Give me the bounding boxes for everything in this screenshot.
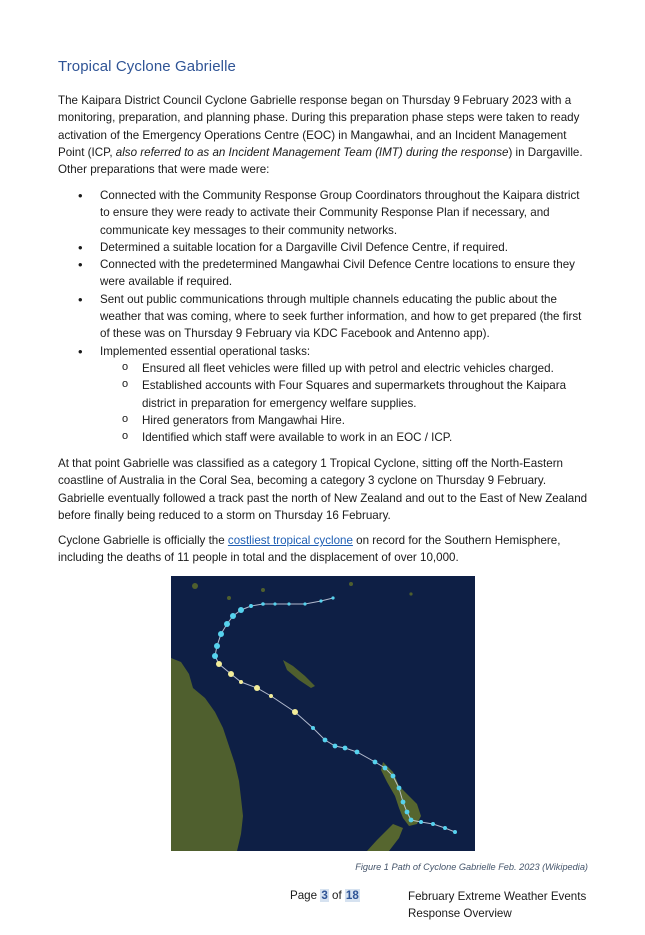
list-item-label: Implemented essential operational tasks: <box>100 344 311 358</box>
intro-text-italic: also referred to as an Incident Management Team (IMT) during the response <box>115 145 509 159</box>
sub-list-item: o Established accounts with Four Squares and supermarkets throughout the Kaipara district in preparation for emergency welfare supplies. <box>100 377 590 412</box>
track-point <box>254 685 260 691</box>
map-land-island <box>227 596 231 600</box>
sub-list-item: o Identified which staff were available to work in an EOC / ICP. <box>100 429 590 446</box>
track-point <box>216 661 222 667</box>
track-point <box>228 671 234 677</box>
of-word: of <box>332 889 342 902</box>
map-land-island <box>349 582 353 586</box>
track-point <box>323 738 328 743</box>
track-point <box>239 680 243 684</box>
footer-document-title <box>408 889 608 922</box>
track-point <box>292 709 298 715</box>
figure-caption: Figure 1 Path of Cyclone Gabrielle Feb. 2023 (Wikipedia) <box>355 862 588 872</box>
track-point <box>319 599 322 602</box>
list-item: • Determined a suitable location for a Dargaville Civil Defence Centre, if required. <box>58 239 590 256</box>
track-point <box>261 602 265 606</box>
classification-paragraph: At that point Gabrielle was classified as a category 1 Tropical Cyclone, sitting off the North-Eastern coastline of Australia in the Coral Sea, becoming a category 3 cyclone on Thursday 9 February. Gabrielle eventually followed a track past the north of New Zealand and out to the East of New Zealand before finally being reduced to a storm on Thursday 16 February. <box>58 457 588 522</box>
track-point <box>224 621 230 627</box>
list-item-operational-tasks <box>58 343 590 447</box>
track-point <box>453 830 457 834</box>
track-point <box>391 774 396 779</box>
costliest-paragraph <box>58 532 590 567</box>
intro-text-b: ) in Dargaville. Other preparations that were made were: <box>58 145 583 177</box>
page-total: 18 <box>345 889 359 902</box>
page-word: Page <box>290 889 318 902</box>
section-heading: Tropical Cyclone Gabrielle <box>58 58 236 75</box>
track-point <box>431 822 435 826</box>
track-point <box>383 766 388 771</box>
track-point <box>218 631 224 637</box>
costliest-text-b: on record for the Southern Hemisphere, including the deaths of 11 people in total and the displacement of over 10,000. <box>58 534 561 565</box>
track-point <box>230 613 236 619</box>
track-point <box>333 744 338 749</box>
map-land-island <box>192 583 198 589</box>
track-point <box>238 607 244 613</box>
page-number <box>290 889 360 902</box>
track-point <box>331 596 334 599</box>
map-land-island <box>261 588 265 592</box>
track-point <box>311 726 315 730</box>
track-point <box>214 643 220 649</box>
operational-tasks-sublist <box>100 360 590 446</box>
track-point <box>405 810 410 815</box>
map-land-island <box>409 592 412 595</box>
track-point <box>373 760 378 765</box>
footer-title-line-1: February Extreme Weather Events <box>408 890 587 903</box>
track-point <box>355 750 360 755</box>
sub-list-item: o Ensured all fleet vehicles were filled up with petrol and electric vehicles charged. <box>100 360 590 377</box>
track-point <box>343 746 348 751</box>
track-point <box>287 602 290 605</box>
track-point <box>269 694 273 698</box>
footer-title-line-2: Response Overview <box>408 906 512 920</box>
track-point <box>409 818 414 823</box>
track-point <box>249 604 253 608</box>
track-point <box>401 800 406 805</box>
track-point <box>273 602 276 605</box>
list-item: • Sent out public communications through multiple channels educating the public about the weather that was coming, where to seek further information, and how to get prepared (the first of these was on Thursday 9 February via KDC Facebook and Antenno app). <box>58 291 590 343</box>
intro-paragraph <box>58 92 590 178</box>
sub-list-item: o Hired generators from Mangawhai Hire. <box>100 412 590 429</box>
page-current: 3 <box>321 889 328 902</box>
track-point <box>303 602 306 605</box>
track-point <box>212 653 218 659</box>
list-item: • Connected with the Community Response Group Coordinators throughout the Kaipara district to ensure they were ready to activate their Community Response Plan if necessary, and communicate key messages to their community networks. <box>58 187 590 239</box>
track-point <box>419 820 423 824</box>
costliest-text-a: Cyclone Gabrielle is officially the <box>58 534 228 547</box>
list-item: • Connected with the predetermined Mangawhai Civil Defence Centre locations to ensure they were available if required. <box>58 256 590 291</box>
costliest-tropical-cyclone-link[interactable]: costliest tropical cyclone <box>227 534 353 547</box>
preparation-list <box>58 187 590 446</box>
intro-text-a: The Kaipara District Council Cyclone Gabrielle response began on Thursday 9 February 2023 with a monitoring, preparation, and planning phase. During this preparation phase steps were taken to ready activation of the Emergency Operations Centre (EOC) in Mangawhai, and an Incident Management Point (ICP, <box>58 94 580 159</box>
track-point <box>443 826 447 830</box>
track-point <box>397 786 402 791</box>
cyclone-track-map <box>171 576 475 851</box>
